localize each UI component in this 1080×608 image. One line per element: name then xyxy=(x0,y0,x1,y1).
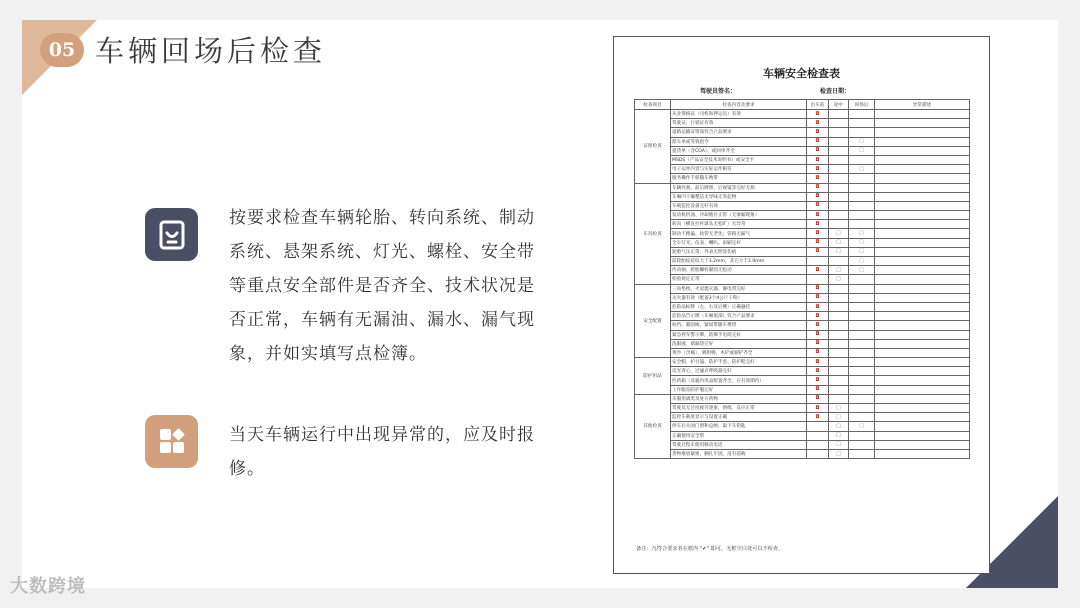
empty-check-cell xyxy=(829,165,849,174)
category-cell: 证照检查 xyxy=(635,110,671,184)
empty-check-cell xyxy=(829,183,849,192)
empty-check-cell xyxy=(829,119,849,128)
table-row xyxy=(635,128,970,137)
checkbox-required-icon: ◘ xyxy=(807,367,829,376)
checkbox-required-icon: ◘ xyxy=(807,413,829,422)
empty-check-cell xyxy=(849,192,875,201)
item-text-cell: 传动轴、轮胎螺栓紧固无松动 xyxy=(671,266,807,275)
table-row xyxy=(635,275,970,284)
item-text-cell: MSDS（产品安全技术说明书）或安全卡 xyxy=(671,155,807,164)
empty-check-cell xyxy=(849,128,875,137)
checkbox-optional-icon: □ xyxy=(829,431,849,440)
checkbox-required-icon: ◘ xyxy=(807,211,829,220)
empty-check-cell xyxy=(849,110,875,119)
anomaly-description-cell xyxy=(875,376,970,385)
table-row xyxy=(635,110,970,119)
item-text-cell: 三角垫枕，火星熄灭器，静电带完好 xyxy=(671,284,807,293)
category-cell: 安全配置 xyxy=(635,284,671,358)
apps-grid-icon xyxy=(145,415,198,468)
anomaly-description-cell xyxy=(875,247,970,256)
checkbox-required-icon: ◘ xyxy=(807,155,829,164)
item-text-cell: 服务操作手册随车携带 xyxy=(671,174,807,183)
checklist-table xyxy=(634,99,970,459)
item-text-cell: 货物堆放紧密，捆扎牢固，没有超载 xyxy=(671,449,807,458)
table-row xyxy=(635,146,970,155)
anomaly-description-cell xyxy=(875,385,970,394)
checkbox-optional-icon: □ xyxy=(849,266,875,275)
checkbox-required-icon: ◘ xyxy=(807,404,829,413)
anomaly-description-cell xyxy=(875,110,970,119)
checkbox-optional-icon: □ xyxy=(829,422,849,431)
checkbox-optional-icon: □ xyxy=(849,422,875,431)
checkbox-required-icon: ◘ xyxy=(807,394,829,403)
anomaly-description-cell xyxy=(875,146,970,155)
table-row xyxy=(635,192,970,201)
anomaly-description-cell xyxy=(875,183,970,192)
anomaly-description-cell xyxy=(875,257,970,266)
item-text-cell: 制动不跑偏、软管无老化；管路无漏气 xyxy=(671,229,807,238)
document-title: 车辆安全检查表 xyxy=(763,67,840,80)
item-text-cell: 全车灯光、仪表、喇叭、雨刷完好 xyxy=(671,238,807,247)
item-text-cell: 驾驶员无过度疲劳迹象，情绪、反应正常 xyxy=(671,404,807,413)
item-text-cell: 栓挡、紧固绳、紧固带随车携带 xyxy=(671,321,807,330)
checkbox-optional-icon: □ xyxy=(829,247,849,256)
item-text-cell: 提货单（含COA）、或回单齐全 xyxy=(671,146,807,155)
checkbox-required-icon: ◘ xyxy=(807,348,829,357)
anomaly-description-cell xyxy=(875,339,970,348)
table-row xyxy=(635,348,970,357)
checkbox-required-icon: ◘ xyxy=(807,110,829,119)
item-text-cell: 工作服及防护服完好 xyxy=(671,385,807,394)
item-text-cell: 派车单或等效指令 xyxy=(671,137,807,146)
checkbox-optional-icon: □ xyxy=(829,413,849,422)
item-text-cell: 转向（横直拉杆球头无松旷）无异常 xyxy=(671,220,807,229)
empty-check-cell xyxy=(849,367,875,376)
column-header: 检查项目 xyxy=(635,100,671,110)
item-text-cell: 危险品标牌（左、右及后侧）正确悬挂 xyxy=(671,302,807,311)
empty-check-cell xyxy=(849,358,875,367)
checkbox-optional-icon: □ xyxy=(829,238,849,247)
checkbox-required-icon: ◘ xyxy=(807,330,829,339)
checkbox-optional-icon: □ xyxy=(849,137,875,146)
empty-check-cell xyxy=(829,192,849,201)
table-row xyxy=(635,284,970,293)
table-row xyxy=(635,119,970,128)
item-text-cell: 驾驶证、行驶证有效 xyxy=(671,119,807,128)
driver-signature-label: 驾驶员签名： xyxy=(700,88,737,95)
empty-check-cell xyxy=(849,385,875,394)
anomaly-description-cell xyxy=(875,119,970,128)
empty-check-cell xyxy=(829,201,849,210)
item-text-cell: 轮胎气压正常、外表无明显伤痕 xyxy=(671,247,807,256)
checkbox-required-icon: ◘ xyxy=(807,174,829,183)
item-text-cell: 正确使用安全带 xyxy=(671,431,807,440)
empty-check-cell xyxy=(829,110,849,119)
checkbox-required-icon: ◘ xyxy=(807,229,829,238)
page-title: 车辆回场后检查 xyxy=(95,34,327,68)
empty-check-cell xyxy=(849,413,875,422)
checkbox-optional-icon: □ xyxy=(849,247,875,256)
paragraph-repair: 当天车辆运行中出现异常的，应及时报修。 xyxy=(229,425,535,479)
item-text-cell: 反光背心，过滤式呼吸器完好 xyxy=(671,367,807,376)
anomaly-description-cell xyxy=(875,155,970,164)
table-row xyxy=(635,201,970,210)
empty-check-cell xyxy=(829,385,849,394)
anomaly-description-cell xyxy=(875,192,970,201)
table-row xyxy=(635,394,970,403)
item-text-cell: 未服用酒类及处方药物 xyxy=(671,394,807,403)
category-cell: 防护用品 xyxy=(635,358,671,395)
empty-check-cell xyxy=(829,174,849,183)
table-row xyxy=(635,220,970,229)
category-cell: 其他检查 xyxy=(635,394,671,458)
checkbox-required-icon: ◘ xyxy=(807,247,829,256)
anomaly-description-cell xyxy=(875,275,970,284)
table-row xyxy=(635,330,970,339)
empty-check-cell xyxy=(849,155,875,164)
table-row xyxy=(635,183,970,192)
table-header-row xyxy=(635,100,970,110)
checkbox-required-icon: ◘ xyxy=(807,238,829,247)
empty-check-cell xyxy=(849,339,875,348)
item-text-cell: 紧急停车警示牌，防爆手电筒完好 xyxy=(671,330,807,339)
empty-check-cell xyxy=(829,137,849,146)
id-card-icon xyxy=(145,208,198,261)
item-text-cell: 灭火器有效（配备3个4公斤干粉） xyxy=(671,293,807,302)
table-row xyxy=(635,174,970,183)
table-row xyxy=(635,376,970,385)
anomaly-description-cell xyxy=(875,404,970,413)
column-header: 途中 xyxy=(829,100,849,110)
anomaly-description-cell xyxy=(875,413,970,422)
empty-check-cell xyxy=(829,284,849,293)
paragraph-inspection: 按要求检查车辆轮胎、转向系统、制动系统、悬架系统、灯光、螺栓、安全带等重点安全部件是否齐全、技术状况是否正常，车辆有无漏油、漏水、漏气现象，并如实填写点检簿。 xyxy=(229,208,535,364)
anomaly-description-cell xyxy=(875,211,970,220)
item-text-cell: 车厢内干燥整洁无异味无突起物 xyxy=(671,192,807,201)
item-text-cell: 电子运单内容与实际运作相符 xyxy=(671,165,807,174)
empty-check-cell xyxy=(849,220,875,229)
anomaly-description-cell xyxy=(875,128,970,137)
empty-check-cell xyxy=(849,376,875,385)
item-text-cell: 发动机机油、冷却液位正常（无渗漏现象） xyxy=(671,211,807,220)
empty-check-cell xyxy=(849,174,875,183)
item-text-cell: 驾驶过程未使用移动电话 xyxy=(671,440,807,449)
empty-check-cell xyxy=(849,201,875,210)
empty-check-cell xyxy=(849,449,875,458)
checkbox-required-icon: ◘ xyxy=(807,302,829,311)
checkbox-required-icon: ◘ xyxy=(807,358,829,367)
empty-check-cell xyxy=(849,284,875,293)
anomaly-description-cell xyxy=(875,229,970,238)
empty-check-cell xyxy=(829,330,849,339)
anomaly-description-cell xyxy=(875,367,970,376)
empty-check-cell xyxy=(807,431,829,440)
table-row xyxy=(635,257,970,266)
checkbox-required-icon: ◘ xyxy=(807,137,829,146)
empty-check-cell xyxy=(849,211,875,220)
checkbox-optional-icon: □ xyxy=(829,449,849,458)
category-cell: 车况检查 xyxy=(635,183,671,284)
table-row xyxy=(635,266,970,275)
checkbox-optional-icon: □ xyxy=(829,229,849,238)
table-row xyxy=(635,358,970,367)
anomaly-description-cell xyxy=(875,394,970,403)
table-row xyxy=(635,413,970,422)
empty-check-cell xyxy=(807,422,829,431)
empty-check-cell xyxy=(849,330,875,339)
checkbox-required-icon: ◘ xyxy=(807,376,829,385)
empty-check-cell xyxy=(807,440,829,449)
empty-check-cell xyxy=(849,440,875,449)
checkbox-required-icon: ◘ xyxy=(807,339,829,348)
empty-check-cell xyxy=(829,155,849,164)
checkbox-required-icon: ◘ xyxy=(807,321,829,330)
empty-check-cell xyxy=(829,146,849,155)
anomaly-description-cell xyxy=(875,201,970,210)
empty-check-cell xyxy=(849,321,875,330)
empty-check-cell xyxy=(849,275,875,284)
checkbox-optional-icon: □ xyxy=(829,440,849,449)
table-row xyxy=(635,449,970,458)
checkbox-required-icon: ◘ xyxy=(807,293,829,302)
checkbox-optional-icon: □ xyxy=(829,266,849,275)
anomaly-description-cell xyxy=(875,220,970,229)
checkbox-required-icon: ◘ xyxy=(807,128,829,137)
empty-check-cell xyxy=(849,394,875,403)
empty-check-cell xyxy=(849,312,875,321)
table-row xyxy=(635,165,970,174)
table-row xyxy=(635,321,970,330)
checkbox-optional-icon: □ xyxy=(849,257,875,266)
empty-check-cell xyxy=(829,220,849,229)
anomaly-description-cell xyxy=(875,422,970,431)
item-text-cell: 医药箱（及箱内用品配置齐全、在有效期内） xyxy=(671,376,807,385)
checkbox-optional-icon: □ xyxy=(849,165,875,174)
item-text-cell: 车载监控设备完好有效 xyxy=(671,201,807,210)
column-header: 异常描述 xyxy=(875,100,970,110)
empty-check-cell xyxy=(829,312,849,321)
checkbox-optional-icon: □ xyxy=(849,238,875,247)
checkbox-optional-icon: □ xyxy=(829,275,849,284)
item-text-cell: 安全帽、护目镜、防护手套、防护鞋完好 xyxy=(671,358,807,367)
empty-check-cell xyxy=(829,394,849,403)
checkbox-required-icon: ◘ xyxy=(807,183,829,192)
anomaly-description-cell xyxy=(875,137,970,146)
anomaly-description-cell xyxy=(875,266,970,275)
anomaly-description-cell xyxy=(875,358,970,367)
item-text-cell: 危险品告示牌（车厢尾部）符合产品要求 xyxy=(671,312,807,321)
section-number-badge: 05 xyxy=(40,33,84,67)
empty-check-cell xyxy=(807,275,829,284)
empty-check-cell xyxy=(829,376,849,385)
checkbox-required-icon: ◘ xyxy=(807,266,829,275)
empty-check-cell xyxy=(829,211,849,220)
anomaly-description-cell xyxy=(875,174,970,183)
item-text-cell: 洗眼液、堵漏袋完好 xyxy=(671,339,807,348)
item-text-cell: 黄沙（含桶）、吸附棉、木铲或铜铲齐全 xyxy=(671,348,807,357)
table-row xyxy=(635,302,970,311)
table-row xyxy=(635,238,970,247)
column-header: 出车前 xyxy=(807,100,829,110)
anomaly-description-cell xyxy=(875,238,970,247)
item-text-cell: 监控车载度显示与设置正确 xyxy=(671,413,807,422)
table-row xyxy=(635,385,970,394)
anomaly-description-cell xyxy=(875,293,970,302)
empty-check-cell xyxy=(829,321,849,330)
empty-check-cell xyxy=(849,302,875,311)
document-note: 备注：凡符合要求者在框内 "✔" 即可，无框空白处可以不检查。 xyxy=(636,546,784,552)
checkbox-required-icon: ◘ xyxy=(807,119,829,128)
table-row xyxy=(635,312,970,321)
checkbox-required-icon: ◘ xyxy=(807,284,829,293)
checklist-document xyxy=(613,36,990,574)
empty-check-cell xyxy=(807,257,829,266)
table-row xyxy=(635,367,970,376)
checkbox-optional-icon: □ xyxy=(829,404,849,413)
empty-check-cell xyxy=(829,339,849,348)
anomaly-description-cell xyxy=(875,312,970,321)
anomaly-description-cell xyxy=(875,330,970,339)
item-text-cell: 检验规定正常 xyxy=(671,275,807,284)
table-row xyxy=(635,422,970,431)
anomaly-description-cell xyxy=(875,284,970,293)
empty-check-cell xyxy=(849,348,875,357)
empty-check-cell xyxy=(829,128,849,137)
anomaly-description-cell xyxy=(875,440,970,449)
anomaly-description-cell xyxy=(875,431,970,440)
empty-check-cell xyxy=(829,257,849,266)
checkbox-required-icon: ◘ xyxy=(807,385,829,394)
item-text-cell: 停车后关闭门窗和总闸，取下车钥匙 xyxy=(671,422,807,431)
empty-check-cell xyxy=(849,119,875,128)
empty-check-cell xyxy=(849,293,875,302)
table-row xyxy=(635,339,970,348)
empty-check-cell xyxy=(829,367,849,376)
table-row xyxy=(635,137,970,146)
item-text-cell: 从业资格证（司机和押运员）有效 xyxy=(671,110,807,119)
anomaly-description-cell xyxy=(875,165,970,174)
checkbox-required-icon: ◘ xyxy=(807,192,829,201)
empty-check-cell xyxy=(849,183,875,192)
empty-check-cell xyxy=(829,348,849,357)
empty-check-cell xyxy=(829,302,849,311)
empty-check-cell xyxy=(829,293,849,302)
item-text-cell: 前轮胎纹花纹大于3.2mm，其它大于2.0mm xyxy=(671,257,807,266)
table-row xyxy=(635,293,970,302)
checkbox-optional-icon: □ xyxy=(849,146,875,155)
table-row xyxy=(635,229,970,238)
column-header: 检查内容及要求 xyxy=(671,100,807,110)
table-row xyxy=(635,211,970,220)
table-row xyxy=(635,247,970,256)
empty-check-cell xyxy=(849,431,875,440)
table-row xyxy=(635,440,970,449)
item-text-cell: 道路运输证资质符合产品要求 xyxy=(671,128,807,137)
empty-check-cell xyxy=(807,449,829,458)
table-row xyxy=(635,431,970,440)
checkbox-required-icon: ◘ xyxy=(807,201,829,210)
empty-check-cell xyxy=(829,358,849,367)
anomaly-description-cell xyxy=(875,449,970,458)
checkbox-required-icon: ◘ xyxy=(807,165,829,174)
checkbox-required-icon: ◘ xyxy=(807,220,829,229)
anomaly-description-cell xyxy=(875,321,970,330)
anomaly-description-cell xyxy=(875,348,970,357)
column-header: 回场后 xyxy=(849,100,875,110)
table-row xyxy=(635,404,970,413)
checkbox-optional-icon: □ xyxy=(849,229,875,238)
empty-check-cell xyxy=(849,404,875,413)
watermark: 大数跨境 xyxy=(10,576,86,597)
checkbox-required-icon: ◘ xyxy=(807,146,829,155)
item-text-cell: 车辆外观、前后牌照、后视镜等完好无损 xyxy=(671,183,807,192)
check-date-label: 检查日期： xyxy=(820,88,851,95)
anomaly-description-cell xyxy=(875,302,970,311)
table-row xyxy=(635,155,970,164)
checkbox-required-icon: ◘ xyxy=(807,312,829,321)
